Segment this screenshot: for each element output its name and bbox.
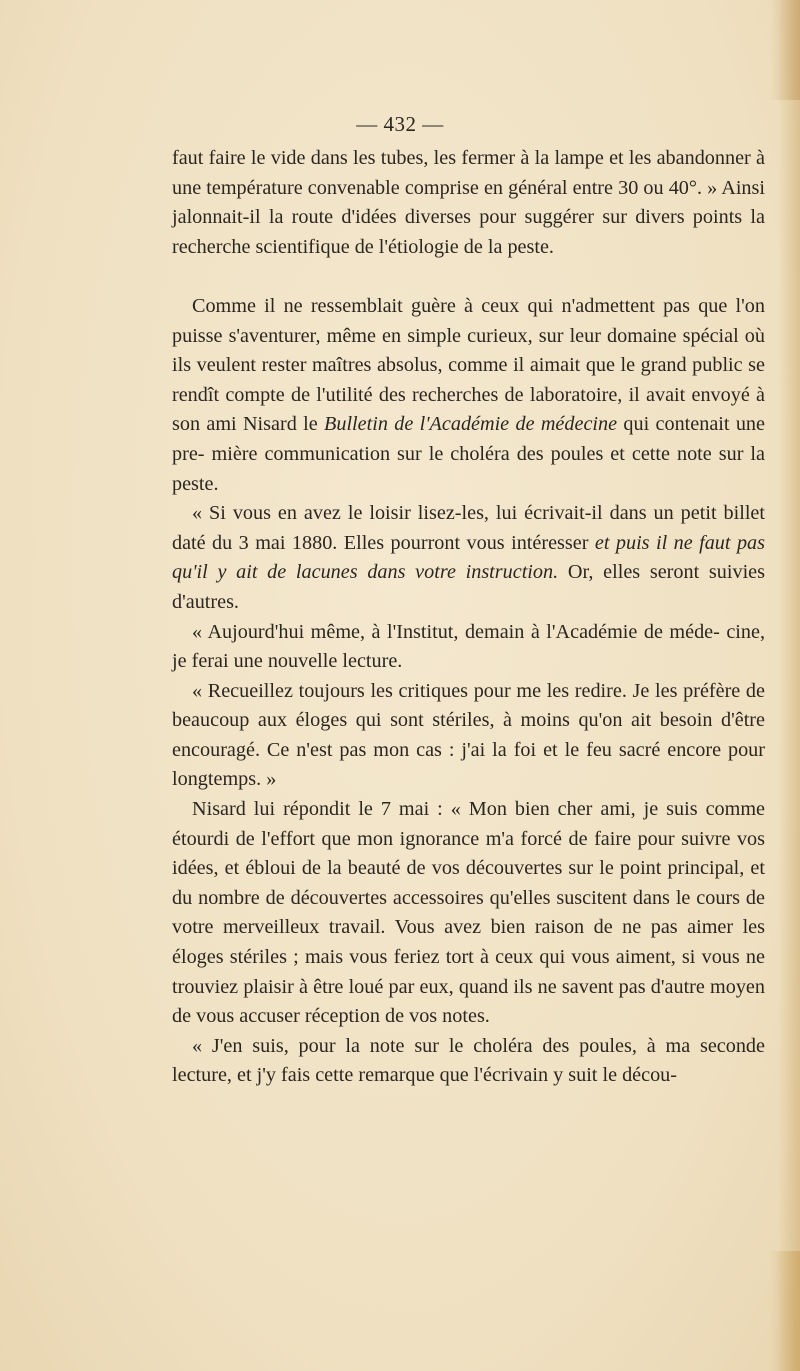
paragraph-4: « Aujourd'hui même, à l'Institut, demain à l'Académie de méde- cine, je ferai une nouvelle lecture. [172, 620, 765, 673]
paragraph-3-tail: Or, elles seront suivies d'autres. [172, 561, 765, 613]
paragraph-2 [172, 292, 765, 499]
paragraph-5: « Recueillez toujours les critiques pour me les redire. Je les préfère de beaucoup aux éloges qui sont stériles, à moins qu'on ait besoin d'être encouragé. Ce n'est pas mon cas : j'ai la foi et le feu sacré encore pour longtemps. » [172, 679, 765, 791]
paragraph-2-text: Comme il ne ressemblait guère à ceux qui n'admettent pas que l'on puisse s'aventurer, même en simple curieux, sur leur domaine spécial où ils veulent rester maîtres absolus, comme il aimait que le grand public se rendît compte de l'utilité des recherches de laboratoire, il avait envoyé à son ami Nisard le [172, 294, 765, 436]
body-text [172, 144, 765, 1091]
paragraph-2-tail: qui contenait une pre- mière communication sur le choléra des poules et cette note sur la peste. [172, 413, 765, 495]
paragraph-3-text: « Si vous en avez le loisir lisez-les, lui écrivait-il dans un petit billet daté du 3 mai 1880. Elles pourront vous intéresser [172, 502, 765, 554]
page-stain-top [770, 0, 800, 100]
paragraph-6: Nisard lui répondit le 7 mai : « Mon bien cher ami, je suis comme étourdi de l'effort que mon ignorance m'a forcé de faire pour suivre vos idées, et ébloui de la beauté de vos découvertes sur le point principal, et du nombre de découvertes accessoires qu'elles suscitent dans le cours de votre merveilleux travail. Vous avez bien raison de ne pas aimer les éloges stériles ; mais vous feriez tort à ceux qui vous aiment, si vous ne trouviez plaisir à être loué par eux, quand ils ne savent pas d'autre moyen de vous accuser réception de vos notes. [172, 798, 765, 1028]
journal-title: Bulletin de l'Académie de médecine [324, 413, 618, 436]
page-number: — 432 — [356, 112, 444, 136]
paragraph-3-italic: et puis il ne faut pas qu'il y ait de lacunes dans votre instruction. [172, 531, 765, 584]
page-edge-shadow [778, 0, 800, 1371]
paragraph-3 [172, 499, 765, 617]
paragraph-7: « J'en suis, pour la note sur le choléra des poules, à ma seconde lecture, et j'y fais cette remarque que l'écrivain y suit le décou- [172, 1034, 765, 1087]
paragraph-1: faut faire le vide dans les tubes, les fermer à la lampe et les abandonner à une température convenable comprise en général entre 30 ou 40°. » Ainsi jalonnait-il la route d'idées diverses pour suggérer sur divers points la recherche scientifique de l'étiologie de la peste. [172, 147, 765, 258]
page-stain-bottom [770, 1251, 800, 1371]
